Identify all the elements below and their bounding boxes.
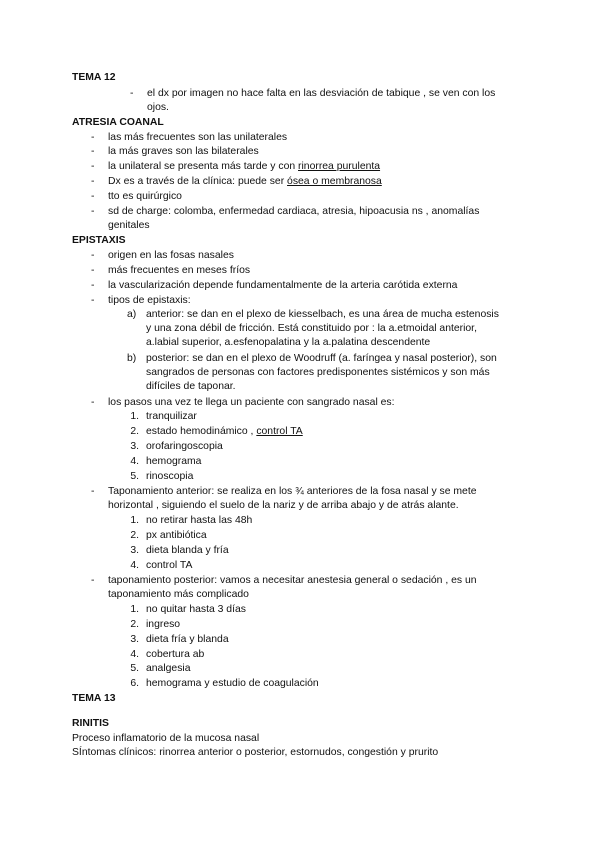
bullet-dash: -	[91, 132, 95, 143]
list-number: 1.	[130, 411, 139, 422]
atresia-item-text: la unilateral se presenta más tarde y con	[108, 161, 299, 172]
tipo-anterior-line: y una zona débil de fricción. Está constituido por : la a.etmoidal anterior,	[146, 323, 477, 334]
bullet-dash: -	[91, 191, 95, 202]
bullet-dash: -	[91, 161, 95, 172]
list-number: 4.	[130, 560, 139, 571]
rinitis-line: Proceso inflamatorio de la mucosa nasal	[72, 733, 260, 744]
list-number: 2.	[130, 426, 139, 437]
epistaxis-heading: EPISTAXIS	[72, 235, 126, 246]
list-number: 5.	[130, 663, 139, 674]
atresia-item	[108, 160, 380, 174]
epistaxis-item: más frecuentes en meses fríos	[108, 265, 251, 276]
list-number: 3.	[130, 441, 139, 452]
list-number: 3.	[130, 545, 139, 556]
underlined-term: control TA	[256, 426, 303, 437]
atresia-heading: ATRESIA COANAL	[72, 117, 164, 128]
tema12-intro-line2: ojos.	[147, 102, 169, 113]
list-number: 4.	[130, 649, 139, 660]
tipo-anterior-line: a.labial superior, a.esfenopalatina y la a.palatina descendente	[146, 337, 431, 348]
tap-posterior-item: no quitar hasta 3 días	[146, 604, 246, 615]
tap-anterior-item: dieta blanda y fría	[146, 545, 229, 556]
bullet-dash: -	[91, 575, 95, 586]
tap-anterior-item: px antibiótica	[146, 530, 207, 541]
list-letter-a: a)	[127, 309, 137, 320]
atresia-item: sd de charge: colomba, enfermedad cardiaca, atresia, hipoacusia ns , anomalías	[108, 206, 480, 217]
tipo-posterior-line: posterior: se dan en el plexo de Woodruff (a. faríngea y nasal posterior), son	[146, 353, 497, 364]
tipo-posterior-line: sangrados de personas con factores predisponentes sistémicos y son más	[146, 367, 490, 378]
tap-anterior-line: horizontal , siguiendo el suelo de la nariz y de arriba abajo y de atrás alante.	[108, 500, 459, 511]
epistaxis-item: origen en las fosas nasales	[108, 250, 234, 261]
underlined-term: ósea o membranosa	[287, 176, 382, 187]
tap-posterior-line: taponamiento más complicado	[108, 589, 249, 600]
underlined-term: rinorrea purulenta	[298, 161, 381, 172]
bullet-dash: -	[91, 486, 95, 497]
bullet-dash: -	[91, 206, 95, 217]
list-number: 1.	[130, 515, 139, 526]
bullet-dash: -	[91, 295, 95, 306]
epistaxis-item: tipos de epistaxis:	[108, 295, 191, 306]
tipo-posterior-line: difíciles de taponar.	[146, 381, 236, 392]
atresia-item-continued: genitales	[108, 220, 150, 231]
list-number: 1.	[130, 604, 139, 615]
paso-item-text: estado hemodinámico ,	[146, 426, 257, 437]
list-letter-b: b)	[127, 353, 137, 364]
list-number: 5.	[130, 471, 139, 482]
paso-item: rinoscopia	[146, 471, 194, 482]
atresia-item-text: Dx es a través de la clínica: puede ser	[108, 176, 288, 187]
bullet-dash: -	[91, 250, 95, 261]
tap-posterior-item: cobertura ab	[146, 649, 205, 660]
paso-item: hemograma	[146, 456, 202, 467]
paso-item: tranquilizar	[146, 411, 197, 422]
list-number: 6.	[130, 678, 139, 689]
rinitis-line: SÍntomas clínicos: rinorrea anterior o posterior, estornudos, congestión y prurito	[72, 747, 439, 758]
paso-item	[146, 425, 303, 439]
tipo-anterior-line: anterior: se dan en el plexo de kiesselbach, es una área de mucha estenosis	[146, 309, 499, 320]
atresia-item: las más frecuentes son las unilaterales	[108, 132, 288, 143]
tap-anterior-line: Taponamiento anterior: se realiza en los ¾ anteriores de la fosa nasal y se mete	[108, 486, 477, 497]
atresia-item: tto es quirúrgico	[108, 191, 182, 202]
tap-posterior-item: ingreso	[146, 619, 181, 630]
list-number: 2.	[130, 619, 139, 630]
tap-posterior-item: dieta fría y blanda	[146, 634, 229, 645]
tema12-heading: TEMA 12	[72, 72, 116, 83]
paso-item: orofaringoscopia	[146, 441, 223, 452]
list-number: 2.	[130, 530, 139, 541]
list-number: 4.	[130, 456, 139, 467]
epistaxis-item: la vascularización depende fundamentalmente de la arteria carótida externa	[108, 280, 458, 291]
list-number: 3.	[130, 634, 139, 645]
tap-anterior-item: no retirar hasta las 48h	[146, 515, 253, 526]
atresia-item	[108, 175, 382, 189]
tap-posterior-line: taponamiento posterior: vamos a necesitar anestesia general o sedación , es un	[108, 575, 477, 586]
bullet-dash: -	[130, 88, 134, 99]
bullet-dash: -	[91, 176, 95, 187]
atresia-item: la más graves son las bilaterales	[108, 146, 259, 157]
bullet-dash: -	[91, 146, 95, 157]
pasos-intro: los pasos una vez te llega un paciente con sangrado nasal es:	[108, 397, 395, 408]
bullet-dash: -	[91, 397, 95, 408]
bullet-dash: -	[91, 265, 95, 276]
tap-posterior-item: hemograma y estudio de coagulación	[146, 678, 319, 689]
tap-posterior-item: analgesia	[146, 663, 191, 674]
rinitis-heading: RINITIS	[72, 718, 109, 729]
tap-anterior-item: control TA	[146, 560, 193, 571]
tema13-heading: TEMA 13	[72, 693, 116, 704]
bullet-dash: -	[91, 280, 95, 291]
tema12-intro-line1: el dx por imagen no hace falta en las desviación de tabique , se ven con los	[147, 88, 496, 99]
